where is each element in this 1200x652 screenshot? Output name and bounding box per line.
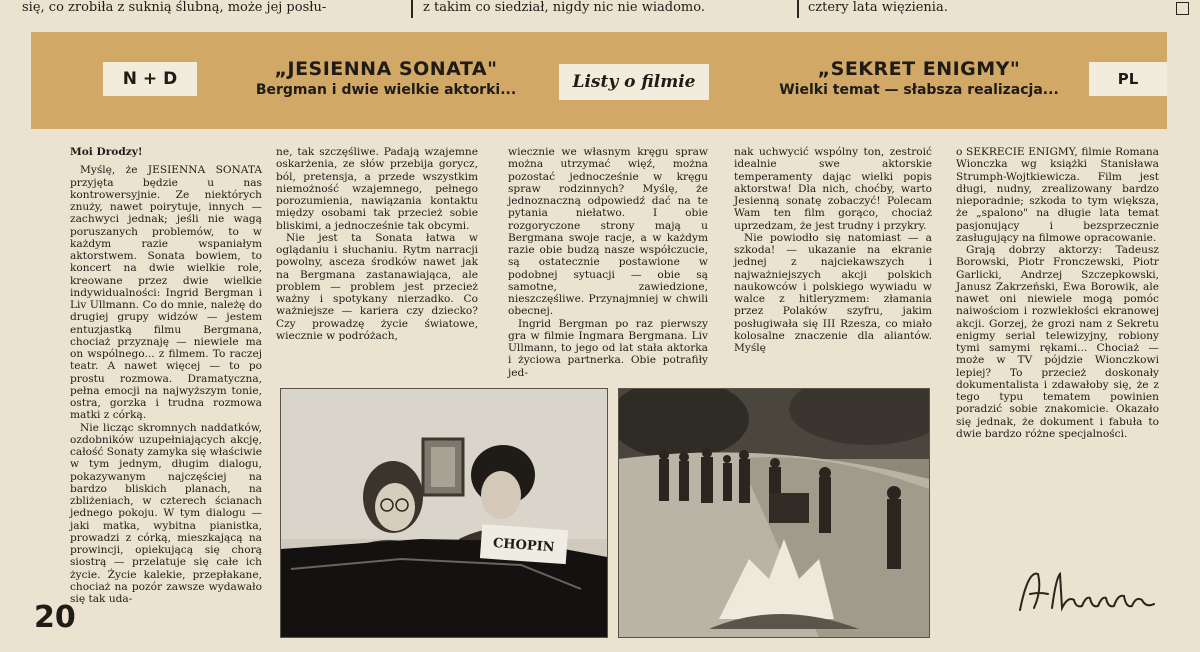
left-headline-subtitle: Bergman i dwie wielkie aktorki...: [255, 82, 517, 98]
article-column-3: [508, 146, 708, 379]
nd-logo: N + D: [103, 62, 197, 96]
paragraph: Nie powiodło się natomiast — a szkoda! — ukazanie na ekranie jednej z najciekawszych i najważniejszych akcji polskich naukowców i polskiego wywiadu w walce z hitleryzmem: złamania przez Polaków szyfru, jakim posługiwała się III Rzesza, co miało kolosalne znaczenie dla aliantów. Myślę: [734, 231, 932, 354]
photo-autumn-sonata: [280, 388, 608, 638]
paragraph: Grają dobrzy aktorzy: Tadeusz Borowski, Piotr Fronczewski, Piotr Garlicki, Andrzej Szczepkowski, Janusz Zakrzeński, Ewa Borowik, ale nawet oni niewiele mogą pomóc naiwościom i rozwlekłości ekranowej akcji. Gorzej, że grozi nam z Sekretu enigmy serial telewizyjny, robiony tymi samymi rękami... Chociaż — może w TV pójdzie Wionczkowi lepiej? To przecież doskonały dokumentalista i zdawałoby się, że z tego typu tematem powinien poradzić sobie znakomicie. Okazało się jednak, że dokument i fabuła to dwie bardzo różne specjalności.: [956, 244, 1159, 440]
photo-enigma-secret-image: [619, 389, 929, 637]
paragraph: Myślę, że JESIENNA SONATA przyjęta będzie u nas kontrowersyjnie. Ze niektórych znuży, nawet poirytuje, innych — zachwyci jednak; jeśli nie wagą poruszanych problemów, to w każdym razie wspaniałym aktorstwem. Sonata bowiem, to koncert na dwie wielkie role, kreowane przez dwie wielkie indywidualności: Ingrid Bergman i Liv Ullmann. Co do mnie, należę do drugiej grupy widzów — jestem entuzjastką filmu Bergmana, chociaż przyznaję — niewiele ma on wspólnego... z filmem. To raczej teatr. A nawet więcej — to po prostu rozmowa. Dramatyczna, pełna emocji na najwyższym tonie, ostra, gorzka i trudna rozmowa matki z córką.: [70, 164, 262, 422]
paragraph: nak uchwycić wspólny ton, zestroić idealnie swe aktorskie temperamenty dając wielki popis aktorstwa! Dla nich, choćby, warto Jesienną sonatę zobaczyć! Polecam Wam ten film gorąco, chociaż uprzedzam, że jest trudny i przykry.: [734, 146, 932, 232]
photo-autumn-sonata-image: [281, 389, 607, 637]
paragraph: ne, tak szczęśliwe. Padają wzajemne oskarżenia, ze słów przebija gorycz, ból, pretensja, a przede wszystkim niemożność wzajemnego, pełnego porozumienia, nawiązania kontaktu między osobami tak przecież sobie bliskimi, a jednocześnie tak obcymi.: [276, 146, 478, 232]
strip-col2-text: z takim co siedział, nigdy nic nie wiadomo.: [423, 0, 705, 15]
paragraph: o SEKRECIE ENIGMY, filmie Romana Wionczka wg książki Stanisława Strumph-Wojtkiewicza. Film jest długi, nudny, zrealizowany bardzo nieporadnie; szkoda to tym większa, że „spalono" na długie lata temat pasjonujący i bezsprzecznie zasługujący na filmowe opracowanie.: [956, 146, 1159, 244]
strip-col3-text: cztery lata więzienia.: [808, 0, 948, 15]
strip-col1-text: się, co zrobiła z suknią ślubną, może jej posłu-: [22, 0, 327, 15]
pl-logo: PL: [1089, 62, 1167, 96]
paragraph: Nie licząc skromnych naddatków, ozdobników uzupełniających akcję, całość Sonaty zamyka się właściwie w tym jednym, długim dialogu, pokazywanym najczęściej na bardzo bliskich planach, na zbliżeniach, w czterech ścianach jednego pokoju. W tym dialogu — jaki matka, wybitna pianistka, prowadzi z córką, mieszkającą na prowincji, opiekującą się chorą siostrą — przelatuje się całe ich życie. Życie kalekie, przepłakane, chociaż na pozór zawsze wydawało się tak uda-: [70, 421, 262, 605]
listy-o-filmie-logo: Listy o filmie: [559, 64, 709, 100]
greeting: Moi Drodzy!: [70, 146, 143, 158]
page-number: 20: [34, 600, 76, 635]
photo-enigma-secret: [618, 388, 930, 638]
author-signature: [1012, 560, 1162, 624]
chopin-score-label: CHOPIN: [492, 536, 556, 556]
article-column-1: [70, 146, 262, 605]
paragraph: Nie jest ta Sonata łatwa w oglądaniu i słuchaniu. Rytm narracji powolny, asceza środków nawet jak na Bergmana zastanawiająca, ale problem — problem jest przecież ważny i spotykany nierzadko. Co ważniejsze — kariera czy dziecko? Czy prowadzę życie światowe, wiecznie w podróżach,: [276, 231, 478, 342]
checkbox-icon: [1176, 2, 1189, 15]
right-headline-subtitle: Wielki temat — słabsza realizacja...: [779, 82, 1059, 98]
article-column-5: [956, 146, 1159, 440]
strip-divider: [411, 0, 413, 18]
paragraph: Ingrid Bergman po raz pierwszy gra w filmie Ingmara Bergmana. Liv Ullmann, to jego od lat stała aktorka i życiowa partnerka. Obie potrafiły jed-: [508, 317, 708, 379]
right-headline-title: „SEKRET ENIGMY": [817, 58, 1021, 80]
previous-article-strip: [0, 0, 1200, 22]
left-headline-title: „JESIENNA SONATA": [274, 58, 498, 80]
paragraph: wiecznie we własnym kręgu spraw można utrzymać więź, można pozostać jednocześnie w kręgu spraw rodzinnych? Myślę, że jednoznaczną odpowiedź dać na te pytania niełatwo. I obie rozgoryczone strony mają u Bergmana swoje racje, a w każdym razie obie budzą nasze współczucie, są ostatecznie postawione w podobnej sytuacji — obie są samotne, zawiedzione, nieszczęśliwe. Przynajmniej w chwili obecnej.: [508, 146, 708, 318]
header-banner: [31, 32, 1167, 129]
signature-image: [1012, 560, 1162, 620]
article-column-2: [276, 146, 478, 342]
strip-divider: [797, 0, 799, 18]
article-column-4: [734, 146, 932, 354]
